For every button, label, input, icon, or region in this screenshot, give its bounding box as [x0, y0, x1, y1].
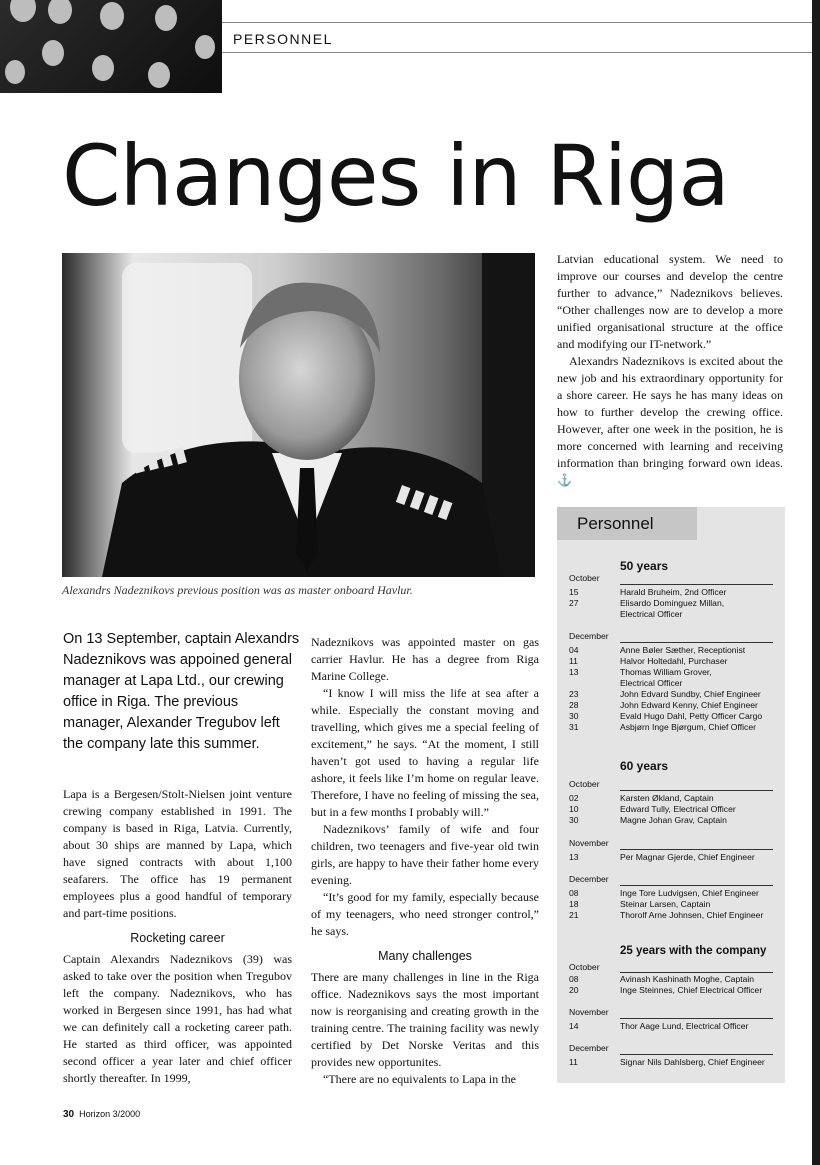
sidebar-entry — [569, 899, 710, 910]
sidebar-month: October — [569, 779, 600, 789]
sidebar-month: November — [569, 838, 609, 848]
article-column-3 — [557, 251, 783, 489]
entry-day: 10 — [569, 804, 579, 814]
entry-day: 28 — [569, 700, 579, 710]
entry-day: 18 — [569, 899, 579, 909]
sidebar-month: October — [569, 962, 600, 972]
entry-text: Anne Bøler Sæther, Receptionist — [620, 645, 746, 655]
end-mark-icon: ⚓ — [557, 473, 572, 487]
sidebar-entry — [569, 974, 754, 985]
page-edge-bar — [812, 0, 820, 1165]
sidebar-entry — [569, 910, 763, 921]
entry-day: 04 — [569, 645, 579, 655]
entry-text: Steinar Larsen, Captain — [620, 899, 711, 909]
body-paragraph: “There are no equivalents to Lapa in the — [323, 1072, 516, 1086]
group-photo — [0, 0, 222, 93]
entry-day: 08 — [569, 888, 579, 898]
sidebar-entry — [569, 722, 756, 733]
entry-day: 08 — [569, 974, 579, 984]
entry-text: Electrical Officer — [620, 678, 683, 688]
entry-text: Elisardo Dominguez Millan, — [620, 598, 725, 608]
entry-text: Harald Bruheim, 2nd Officer — [620, 587, 727, 597]
personnel-sidebar — [557, 507, 785, 1083]
body-paragraph: Nadeznikovs was appointed master on gas carrier Havlur. He has a degree from Riga Marine College. — [311, 635, 539, 683]
entry-text: Evald Hugo Dahl, Petty Officer Cargo — [620, 711, 763, 721]
sidebar-rule — [620, 885, 773, 886]
header-rule — [222, 22, 812, 23]
sidebar-entry — [569, 656, 727, 667]
entry-day: 20 — [569, 985, 579, 995]
sidebar-entry — [569, 587, 726, 598]
sidebar-title: Personnel — [577, 514, 654, 533]
body-paragraph: Nadeznikovs’ family of wife and four children, two teenagers and five-year old twin girls, are happy to have their father home every evening. — [311, 822, 539, 887]
subheading: Many challenges — [378, 949, 472, 963]
page-number: 30 — [63, 1109, 75, 1120]
article-column-2 — [311, 634, 539, 1088]
entry-day: 30 — [569, 815, 579, 825]
sidebar-entry — [569, 815, 727, 826]
portrait-photo — [62, 253, 535, 577]
entry-day: 23 — [569, 689, 579, 699]
entry-text: Thorolf Arne Johnsen, Chief Engineer — [620, 910, 764, 920]
article-column-1 — [63, 786, 292, 1087]
portrait-illustration — [62, 253, 535, 577]
lead-paragraph: On 13 September, captain Alexandrs Nadeznikovs was appoined general manager at Lapa Ltd., our crewing office in Riga. The previous manager, Alexander Tregubov left the company late this summer. — [63, 631, 300, 752]
entry-text: Inge Tore Ludvigsen, Chief Engineer — [620, 888, 759, 898]
entry-text: Asbjørn Inge Bjørgum, Chief Officer — [620, 722, 756, 732]
entry-text: Karsten Økland, Captain — [620, 793, 714, 803]
sidebar-section-heading: 25 years with the company — [620, 945, 767, 957]
sidebar-section-heading: 50 years — [620, 559, 669, 573]
entry-text: Avinash Kashinath Moghe, Captain — [620, 974, 755, 984]
sidebar-entry — [569, 609, 682, 620]
sidebar-month: December — [569, 631, 609, 641]
entry-day: 11 — [569, 656, 578, 666]
sidebar-entry — [569, 1021, 748, 1032]
entry-text: John Edvard Sundby, Chief Engineer — [620, 689, 761, 699]
sidebar-rule — [620, 849, 773, 850]
entry-day: 11 — [569, 1057, 578, 1067]
entry-text: Per Magnar Gjerde, Chief Engineer — [620, 852, 755, 862]
entry-day: 15 — [569, 587, 579, 597]
header-rule — [222, 52, 812, 53]
sidebar-rule — [620, 972, 773, 973]
entry-text: Signar Nils Dahlsberg, Chief Engineer — [620, 1057, 765, 1067]
body-paragraph — [557, 353, 783, 489]
page-footer — [63, 1109, 140, 1120]
sidebar-month: December — [569, 874, 609, 884]
body-paragraph: “I know I will miss the life at sea after a while. Especially the constant moving and travelling, which gives me a special feeling of excitement,” he says. “At the moment, I still haven’t got used to having a regular life ashore, it feels like I’m home on regular leave. Therefore, I have no feeling of missing the sea, but in a few months I probably will.” — [311, 686, 539, 819]
entry-day: 13 — [569, 852, 579, 862]
sidebar-entry — [569, 689, 761, 700]
sidebar-entry — [569, 888, 759, 899]
sidebar-rule — [620, 1018, 773, 1019]
subheading: Rocketing career — [130, 931, 225, 945]
sidebar-rule — [620, 584, 773, 585]
sidebar-entry — [569, 667, 712, 678]
sidebar-month: November — [569, 1007, 609, 1017]
entry-text: Halvor Holtedahl, Purchaser — [620, 656, 728, 666]
sidebar-rule — [620, 790, 773, 791]
entry-day: 27 — [569, 598, 579, 608]
sidebar-entry — [569, 804, 736, 815]
publication-name: Horizon 3/2000 — [79, 1109, 141, 1119]
body-text: Alexandrs Nadeznikovs is excited about the new job and his extraordinary opportunity for a shore career. He says he has many ideas on how to further develop the crewing office. However, after one week in the position, he is more concerned with learning and receiving information than bringing forward own ideas. — [557, 354, 783, 470]
sidebar-entry — [569, 985, 762, 996]
entry-text: Thor Aage Lund, Electrical Officer — [620, 1021, 749, 1031]
body-paragraph: Latvian educational system. We need to improve our courses and develop the centre further to advance,” Nadeznikovs believes. “Other challenges now are to develop a more unified organisational structure at the office and modifying our IT-network.” — [557, 252, 783, 351]
body-paragraph: Lapa is a Bergesen/Stolt-Nielsen joint venture crewing company established in 1991. The company is based in Riga, Latvia. Currently, about 30 ships are manned by Lapa, which have signed contracts with about 1,100 seafarers. The office has 19 permanent employees plus a good handful of temporary and part-time positions. — [63, 787, 292, 920]
entry-text: Magne Johan Grav, Captain — [620, 815, 727, 825]
entry-text: John Edward Kenny, Chief Engineer — [620, 700, 758, 710]
body-paragraph: “It’s good for my family, especially because of my teenagers, who need stronger control,” he says. — [311, 890, 539, 938]
entry-text: Electrical Officer — [620, 609, 683, 619]
entry-day: 21 — [569, 910, 579, 920]
sidebar-entry — [569, 645, 745, 656]
sidebar-entry — [569, 711, 762, 722]
entry-text: Edward Tully, Electrical Officer — [620, 804, 736, 814]
sidebar-month: October — [569, 573, 600, 583]
section-label: PERSONNEL — [233, 31, 333, 47]
entry-day: 31 — [569, 722, 579, 732]
entry-day: 14 — [569, 1021, 579, 1031]
sidebar-entry — [569, 598, 724, 609]
sidebar-rule — [620, 1054, 773, 1055]
sidebar-section-heading: 60 years — [620, 759, 669, 773]
sidebar-entry — [569, 678, 682, 689]
entry-day: 13 — [569, 667, 579, 677]
entry-text: Thomas William Grover, — [620, 667, 712, 677]
entry-day: 02 — [569, 793, 579, 803]
sidebar-entry — [569, 852, 755, 863]
entry-text: Inge Steinnes, Chief Electrical Officer — [620, 985, 763, 995]
sidebar-entry — [569, 793, 714, 804]
entry-day: 30 — [569, 711, 579, 721]
sidebar-entry — [569, 700, 758, 711]
article-title: Changes in Riga — [62, 127, 729, 225]
photo-caption: Alexandrs Nadeznikovs previous position was as master onboard Havlur. — [62, 583, 413, 597]
body-paragraph: Captain Alexandrs Nadeznikovs (39) was asked to take over the position when Tregubov left the company. Nadeznikovs, who has worked in Bergesen since 1991, has had what we can definitely call a rocketing career path. He started as third officer, was appointed second officer a year later and chief officer shortly thereafter. In 1999, — [63, 952, 292, 1085]
sidebar-entry — [569, 1057, 765, 1068]
body-paragraph: There are many challenges in line in the Riga office. Nadeznikovs says the most important now is reorganising and creating growth in the training centre. The training facility was newly certified by Det Norske Veritas and this provides new opportunites. — [311, 970, 539, 1069]
sidebar-month: December — [569, 1043, 609, 1053]
sidebar-rule — [620, 642, 773, 643]
